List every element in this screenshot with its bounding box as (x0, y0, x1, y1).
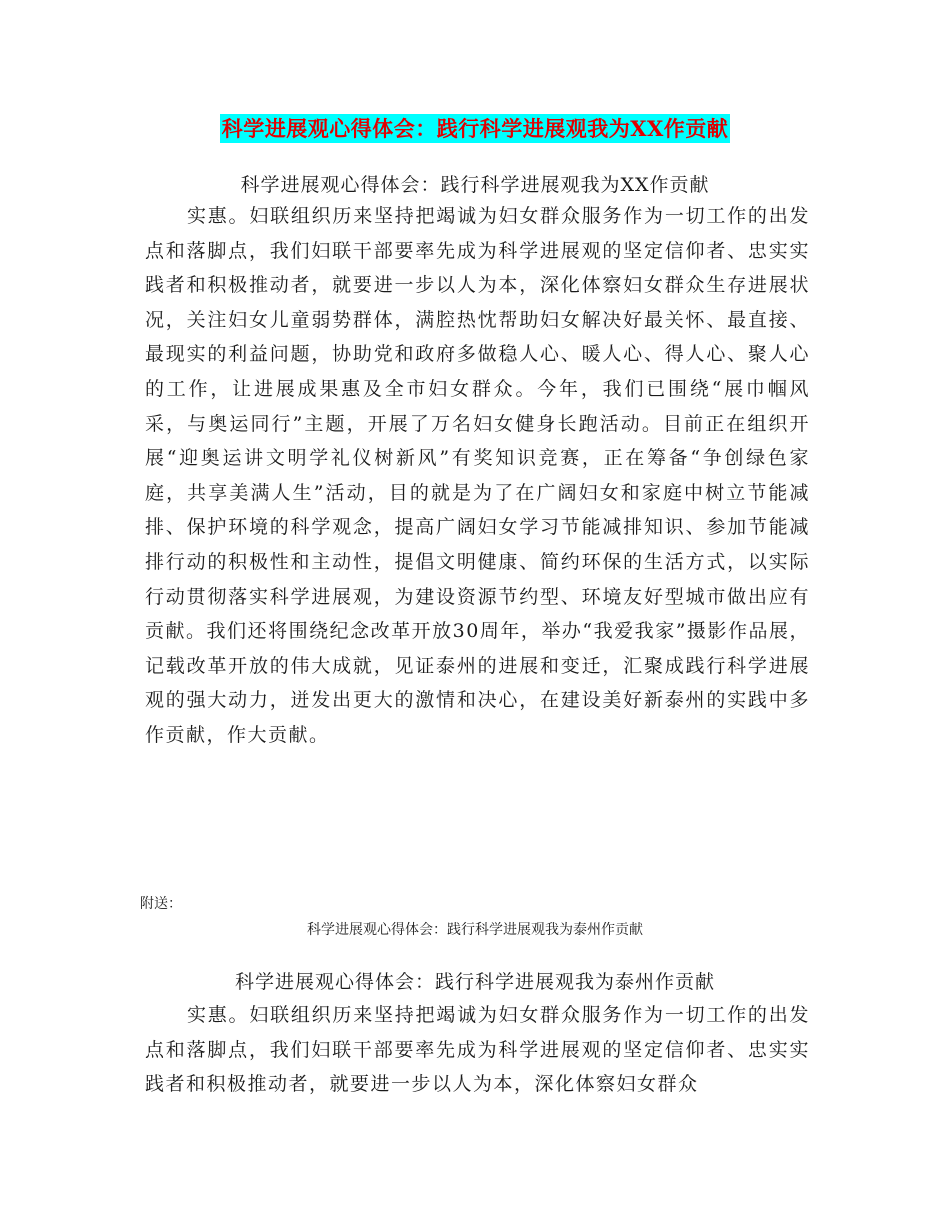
appendix-subtitle: 科学进展观心得体会：践行科学进展观我为泰州作贡献 (234, 971, 715, 993)
appendix-body-paragraph: 实惠。妇联组织历来坚持把竭诚为妇女群众服务作为一切工作的出发点和落脚点，我们妇联干部要率先成为科学进展观的坚定信仰者、忠实实践者和积极推动者，就要进一步以人为本，深化体察妇女群众 (145, 1004, 810, 1096)
highlighted-title-text: 科学进展观心得体会：践行科学进展观我为XX作贡献 (221, 116, 729, 141)
document-title (0, 113, 950, 145)
body-paragraph: 实惠。妇联组织历来坚持把竭诚为妇女群众服务作为一切工作的出发点和落脚点，我们妇联干部要率先成为科学进展观的坚定信仰者、忠实实践者和积极推动者，就要进一步以人为本，深化体察妇女群众生存进展状况，关注妇女儿童弱势群体，满腔热忱帮助妇女解决好最关怀、最直接、最现实的利益问题，协助党和政府多做稳人心、暖人心、得人心、聚人心的工作，让进展成果惠及全市妇女群众。今年，我们已围绕“展巾帼风采，与奥运同行”主题，开展了万名妇女健身长跑活动。目前正在组织开展“迎奥运讲文明学礼仪树新风”有奖知识竞赛，正在筹备“争创绿色家庭，共享美满人生”活动，目的就是为了在广阔妇女和家庭中树立节能减排、保护环境的科学观念，提高广阔妇女学习节能减排知识、参加节能减排行动的积极性和主动性，提倡文明健康、简约环保的生活方式，以实际行动贯彻落实科学进展观，为建设资源节约型、环境友好型城市做出应有贡献。我们还将围绕纪念改革开放30周年，举办“我爱我家”摄影作品展，记载改革开放的伟大成就，见证泰州的进展和变迁，汇聚成践行科学进展观的强大动力，迸发出更大的激情和决心，在建设美好新泰州的实践中多作贡献，作大贡献。 (145, 205, 810, 746)
document-subtitle: 科学进展观心得体会：践行科学进展观我为XX作贡献 (240, 174, 710, 196)
appendix-label: 附送： (140, 896, 182, 912)
appendix-title: 科学进展观心得体会：践行科学进展观我为泰州作贡献 (307, 922, 643, 938)
